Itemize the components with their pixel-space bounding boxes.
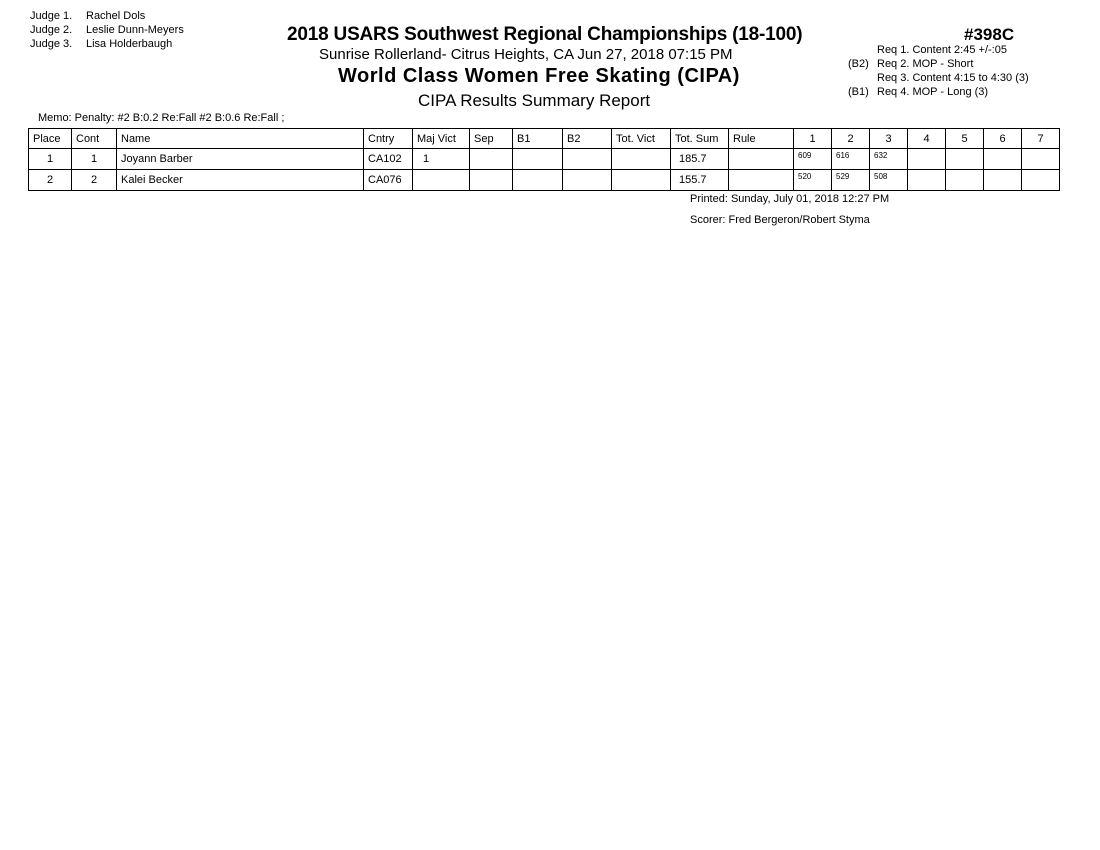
column-header: 7 <box>1022 129 1060 149</box>
judge-score-cell <box>908 170 946 191</box>
judge-score-cell <box>908 149 946 170</box>
column-header: Tot. Sum <box>671 129 729 149</box>
table-row <box>29 149 1060 170</box>
column-header: 5 <box>946 129 984 149</box>
column-header: Cont <box>72 129 117 149</box>
column-header: Sep <box>470 129 513 149</box>
venue-line: Sunrise Rollerland- Citrus Heights, CA Jun 27, 2018 07:15 PM <box>319 46 733 63</box>
judge-label: Judge 3. <box>30 38 73 50</box>
place-cell: 1 <box>29 149 72 170</box>
requirement-line <box>848 57 1029 71</box>
column-header: 4 <box>908 129 946 149</box>
name-cell: Kalei Becker <box>117 170 364 191</box>
table-row <box>29 170 1060 191</box>
requirement-text: Req 1. Content 2:45 +/-:05 <box>877 44 1007 56</box>
column-header: B2 <box>563 129 612 149</box>
requirement-text: Req 2. MOP - Short <box>877 58 974 70</box>
name-cell: Joyann Barber <box>117 149 364 170</box>
b1-cell <box>513 149 563 170</box>
column-header: Name <box>117 129 364 149</box>
requirements-list <box>848 43 1029 99</box>
rule-cell <box>729 170 794 191</box>
report-title: CIPA Results Summary Report <box>418 91 651 110</box>
column-header: Cntry <box>364 129 413 149</box>
judge-score-cell <box>984 149 1022 170</box>
judge-score-cell: 508 <box>870 170 908 191</box>
maj-vict-cell: 1 <box>413 149 470 170</box>
judge-score-cell: 529 <box>832 170 870 191</box>
cont-cell: 2 <box>72 170 117 191</box>
column-header: 2 <box>832 129 870 149</box>
judge-score-cell: 616 <box>832 149 870 170</box>
memo-line: Memo: Penalty: #2 B:0.2 Re:Fall #2 B:0.6 Re:Fall ; <box>38 112 285 124</box>
event-number: #398C <box>964 25 1015 44</box>
table-header-row <box>29 129 1060 149</box>
column-header: 1 <box>794 129 832 149</box>
column-header: Rule <box>729 129 794 149</box>
sep-cell <box>470 149 513 170</box>
b2-cell <box>563 149 612 170</box>
requirement-line <box>848 43 1029 57</box>
judge-score-cell <box>946 170 984 191</box>
judge-score-cell <box>1022 170 1060 191</box>
judge-score-cell <box>984 170 1022 191</box>
category-title: World Class Women Free Skating (CIPA) <box>338 65 740 87</box>
place-cell: 2 <box>29 170 72 191</box>
judge-line <box>30 23 184 37</box>
maj-vict-cell <box>413 170 470 191</box>
printed-timestamp: Printed: Sunday, July 01, 2018 12:27 PM <box>690 193 890 205</box>
country-cell: CA102 <box>364 149 413 170</box>
judge-name: Leslie Dunn-Meyers <box>86 24 184 36</box>
tot-sum-cell: 155.7 <box>671 170 729 191</box>
judge-name: Rachel Dols <box>86 10 146 22</box>
scorer-line: Scorer: Fred Bergeron/Robert Styma <box>690 214 870 226</box>
column-header: Tot. Vict <box>612 129 671 149</box>
requirement-text: Req 4. MOP - Long (3) <box>877 86 989 98</box>
judge-label: Judge 2. <box>30 24 73 36</box>
requirement-line <box>848 71 1029 85</box>
column-header: Place <box>29 129 72 149</box>
tot-vict-cell <box>612 170 671 191</box>
requirement-line <box>848 85 1029 99</box>
sep-cell <box>470 170 513 191</box>
judge-score-cell: 609 <box>794 149 832 170</box>
judge-line <box>30 9 184 23</box>
judge-score-cell: 632 <box>870 149 908 170</box>
judge-line <box>30 37 184 51</box>
rule-cell <box>729 149 794 170</box>
column-header: 3 <box>870 129 908 149</box>
tot-sum-cell: 185.7 <box>671 149 729 170</box>
judge-name: Lisa Holderbaugh <box>86 38 173 50</box>
requirement-prefix: (B2) <box>848 58 869 70</box>
judge-score-cell <box>1022 149 1060 170</box>
event-title: 2018 USARS Southwest Regional Championships (18-100) <box>287 24 803 45</box>
judge-score-cell <box>946 149 984 170</box>
judge-score-cell: 520 <box>794 170 832 191</box>
b2-cell <box>563 170 612 191</box>
column-header: B1 <box>513 129 563 149</box>
b1-cell <box>513 170 563 191</box>
cont-cell: 1 <box>72 149 117 170</box>
judges-list <box>30 9 184 51</box>
results-table <box>28 128 1060 191</box>
judge-label: Judge 1. <box>30 10 73 22</box>
country-cell: CA076 <box>364 170 413 191</box>
requirement-text: Req 3. Content 4:15 to 4:30 (3) <box>877 72 1029 84</box>
column-header: 6 <box>984 129 1022 149</box>
requirement-prefix: (B1) <box>848 86 869 98</box>
column-header: Maj Vict <box>413 129 470 149</box>
tot-vict-cell <box>612 149 671 170</box>
